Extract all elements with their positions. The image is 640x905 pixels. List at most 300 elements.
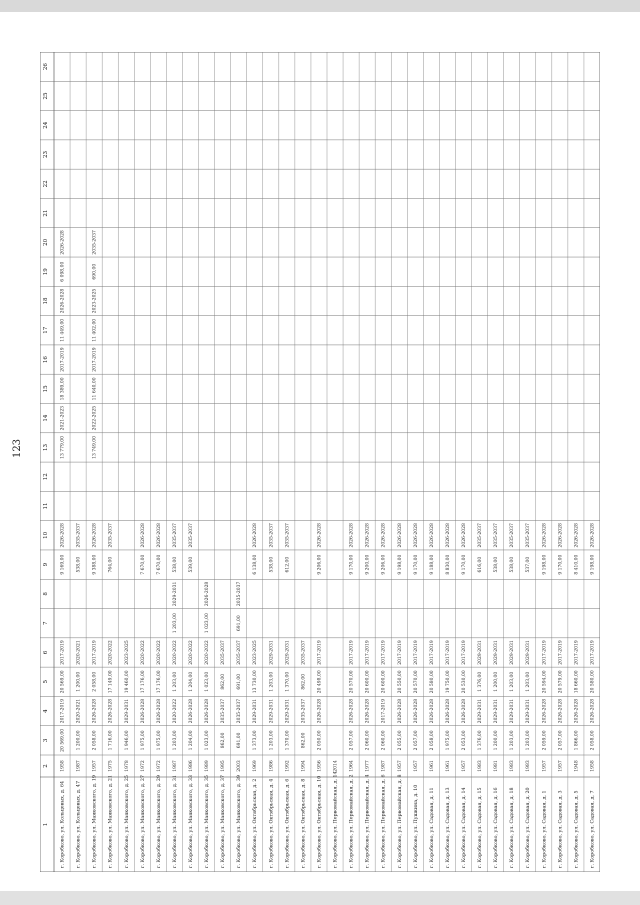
cell-value: 2026-2028 — [205, 698, 211, 724]
column-number: 10 — [43, 531, 49, 539]
cell-address: г. Коробково, ул. Маяковского, д. 25 — [124, 775, 130, 868]
table-svg — [40, 52, 600, 872]
cell-value: 2035-2037 — [172, 523, 178, 548]
cell-value: 2020-2022 — [205, 640, 211, 665]
cell-value: 2017-2019 — [574, 640, 580, 665]
cell-value: 2017-2019 — [590, 640, 596, 665]
cell-address: г. Коробково, ул. Садовая, д. 5 — [574, 790, 580, 868]
cell-value: 2035-2037 — [478, 523, 484, 548]
cell-value: 2017-2019 — [60, 640, 66, 665]
cell-value: 2026-2028 — [397, 523, 403, 548]
cell-value: 20 550,00 — [397, 670, 403, 694]
cell-value: 2017-2019 — [381, 640, 387, 665]
cell-address: г. Коробково, ул. Маяковского, д. 21 — [108, 775, 114, 868]
cell-value: 2026-2028 — [574, 698, 580, 724]
cell-value: 13 749,00 — [92, 435, 98, 459]
cell-value: 2017-2019 — [558, 640, 564, 665]
cell-value: 17 176,00 — [156, 670, 162, 694]
column-number: 5 — [43, 680, 49, 684]
cell-value: 2026-2028 — [92, 698, 98, 724]
cell-value: 1 975,00 — [140, 730, 146, 751]
cell-value: 2026-2028 — [317, 698, 323, 724]
cell-address: г. Коробково, ул. Садовая, д. 1 — [542, 790, 548, 868]
cell-value: 2029-2031 — [510, 640, 516, 665]
cell-value: 2029-2031 — [124, 698, 130, 724]
cell-value: 2029-2031 — [478, 698, 484, 724]
cell-value: 1 200,00 — [76, 730, 82, 751]
cell-address: г. Коробково, ул. Садовая, д. 11 — [429, 787, 435, 868]
cell-value: 2017-2019 — [413, 640, 419, 665]
cell-value: 1 203,00 — [269, 671, 275, 692]
cell-value: 2035-2037 — [526, 523, 532, 548]
cell-value: 13 779,00 — [60, 435, 66, 459]
cell-value: 2 057,00 — [558, 730, 564, 751]
column-number: 3 — [43, 738, 49, 743]
cell-value: 2026-2028 — [365, 523, 371, 548]
cell-value: 20 580,00 — [590, 670, 596, 694]
cell-address: г. Коробково, ул. Садовая, д. 20 — [526, 787, 532, 868]
cell-value: 9 170,00 — [413, 554, 419, 575]
cell-address: г. Коробково, ул. Кольцевых, д. 64 — [60, 780, 66, 868]
cell-year: 1964 — [349, 760, 355, 772]
cell-year: 1972 — [140, 760, 146, 772]
cell-value: 2029-2031 — [269, 640, 275, 665]
cell-value: 2 059,00 — [542, 730, 548, 751]
cell-value: 2 058,00 — [429, 730, 435, 751]
cell-value: 2035-2037 — [76, 523, 82, 548]
cell-value: 1 023,00 — [205, 613, 211, 634]
column-number: 14 — [43, 414, 49, 422]
cell-value: 2026-2028 — [205, 581, 211, 607]
column-number: 7 — [43, 621, 49, 625]
cell-address: г. Коробково, ул. Маяковского, д. 39 — [237, 775, 243, 868]
cell-value: 2029-2031 — [510, 698, 516, 724]
cell-year: 1983 — [478, 760, 484, 772]
cell-value: 2026-2028 — [574, 523, 580, 548]
cell-year: 1992 — [285, 760, 291, 772]
cell-address: г. Коробково, ул. Октябрьская, д. 6 — [285, 778, 291, 868]
cell-value: 2029-2031 — [526, 640, 532, 665]
cell-value: 7 670,00 — [156, 554, 162, 575]
cell-address: г. Коробково, ул. Маяковского, д. 35 — [205, 775, 211, 868]
cell-value: 2029-2031 — [285, 640, 291, 665]
cell-value: 2026-2028 — [189, 698, 194, 724]
cell-value: 2026-2028 — [253, 523, 259, 548]
cell-value: 2026-2028 — [558, 523, 564, 548]
cell-value: 2017-2019 — [349, 640, 355, 665]
cell-value: 2026-2028 — [462, 698, 467, 724]
cell-value: 2 057,00 — [349, 730, 355, 751]
cell-value: 691,00 — [237, 615, 243, 632]
cell-value: 20 569,00 — [60, 670, 66, 694]
cell-year: 1986 — [189, 760, 194, 772]
cell-year: 1957 — [413, 760, 419, 772]
cell-year: 1983 — [526, 760, 532, 772]
cell-value: 2 053,00 — [462, 730, 467, 751]
cell-address: г. Коробково, ул. Маяковского, д. 27 — [140, 775, 146, 868]
cell-value: 2035-2037 — [108, 523, 114, 548]
cell-value: 1 203,00 — [172, 613, 178, 634]
cell-value: 1 203,00 — [510, 671, 516, 692]
cell-value: 2026-2028 — [349, 698, 355, 724]
cell-address: г. Коробково, ул. Кольцевых, д. 47 — [76, 780, 82, 868]
cell-value: 2023-2025 — [92, 288, 98, 314]
cell-value: 2035-2037 — [301, 640, 307, 665]
cell-value: 9 206,00 — [381, 554, 387, 575]
cell-value: 691,00 — [237, 732, 243, 749]
cell-value: 1 200,00 — [76, 671, 82, 692]
cell-value: 20 579,00 — [558, 670, 564, 694]
cell-value: 9 198,00 — [542, 554, 548, 575]
cell-value: 19 750,00 — [445, 670, 451, 694]
cell-year: 1958 — [590, 760, 596, 772]
cell-value: 1 203,00 — [269, 730, 275, 751]
cell-value: 18 660,00 — [574, 670, 580, 694]
cell-value: 862,00 — [301, 732, 307, 749]
cell-value: 1 204,00 — [189, 730, 194, 751]
cell-year: 1986 — [269, 760, 275, 772]
cell-value: 2 058,00 — [590, 730, 596, 751]
cell-value: 2 050,00 — [317, 730, 323, 751]
cell-value: 17 149,00 — [108, 670, 114, 694]
cell-year: 1956 — [317, 760, 323, 772]
cell-value: 9 198,00 — [397, 554, 403, 575]
cell-address: г. Коробково, ул. Первомайская, д. 8 — [397, 774, 403, 868]
column-number: 18 — [43, 297, 49, 305]
cell-value: 20 594,00 — [542, 670, 548, 694]
cell-value: 2020-2021 — [76, 640, 82, 665]
cell-value: 20 570,00 — [349, 670, 355, 694]
cell-value: 2029-2031 — [494, 640, 500, 665]
column-number: 1 — [43, 822, 49, 827]
cell-value: 1 373,00 — [253, 730, 259, 751]
cell-value: 2026-2028 — [542, 698, 548, 724]
cell-value: 2026-2028 — [156, 523, 162, 548]
cell-year: 1957 — [92, 760, 98, 772]
cell-value: 2026-2028 — [542, 523, 548, 548]
cell-value: 1 370,00 — [285, 730, 291, 751]
cell-value: 1 975,00 — [445, 730, 451, 751]
cell-year: 1987 — [76, 760, 82, 772]
cell-year: 1983 — [510, 760, 516, 772]
cell-value: 6 138,00 — [253, 554, 259, 575]
cell-value: 2017-2019 — [542, 640, 548, 665]
cell-value: 2020-2022 — [172, 640, 178, 665]
cell-value: 2020-2021 — [76, 698, 82, 724]
cell-address: г. Коробково, ул. Садовая, д. 18 — [510, 787, 516, 868]
cell-value: 11 402,00 — [92, 318, 98, 342]
cell-value: 2 058,00 — [92, 671, 98, 692]
cell-value: 9 169,00 — [60, 554, 66, 575]
cell-value: 6 098,00 — [60, 261, 66, 282]
cell-value: 2 058,00 — [92, 730, 98, 751]
cell-value: 2026-2028 — [156, 698, 162, 724]
cell-address: г. Коробково, ул. Маяковского, д. 19 — [92, 775, 98, 868]
cell-value: 2026-2028 — [92, 523, 98, 548]
cell-value: 539,00 — [189, 556, 194, 573]
cell-value: 2026-2028 — [317, 523, 323, 548]
cell-value: 2029-2031 — [269, 698, 275, 724]
column-number: 25 — [43, 92, 49, 100]
cell-year: 2003 — [237, 760, 243, 772]
cell-value: 1 200,00 — [494, 730, 500, 751]
column-number: 4 — [43, 709, 49, 713]
cell-value: 2017-2019 — [92, 640, 98, 665]
cell-value: 1 203,00 — [510, 730, 516, 751]
rotated-table — [40, 52, 600, 872]
cell-value: 1 204,00 — [189, 671, 194, 692]
cell-year: 1977 — [365, 760, 371, 772]
cell-value: 2020-2022 — [172, 698, 178, 724]
cell-value: 2020-2022 — [156, 640, 162, 665]
cell-value: 20 600,00 — [381, 670, 387, 694]
column-number: 2 — [43, 764, 49, 768]
cell-year: 1957 — [462, 760, 467, 772]
cell-value: 2029-2031 — [494, 698, 500, 724]
cell-value: 1 203,00 — [172, 671, 178, 692]
cell-value: 7 670,00 — [140, 554, 146, 575]
cell-year: 1958 — [60, 760, 66, 772]
cell-value: 2017-2019 — [92, 347, 98, 372]
cell-value: 2021-2023 — [60, 405, 66, 431]
cell-value: 2020-2022 — [140, 640, 146, 665]
column-number: 24 — [43, 121, 49, 129]
cell-value: 2035-2037 — [237, 581, 243, 607]
cell-value: 1 376,00 — [478, 730, 484, 751]
cell-value: 1 376,00 — [478, 671, 484, 692]
cell-value: 8 410,00 — [574, 554, 580, 575]
cell-value: 1 203,00 — [526, 730, 532, 751]
cell-year: 1957 — [397, 760, 403, 772]
cell-year: 1969 — [253, 760, 259, 772]
cell-value: 2020-2022 — [108, 640, 114, 665]
cell-address: г. Коробково, ул. Первомайская, д. 14 — [333, 771, 339, 868]
cell-value: 2026-2028 — [397, 698, 403, 724]
column-number: 9 — [43, 562, 49, 567]
cell-value: 2026-2028 — [349, 523, 355, 548]
cell-address: г. Коробково, ул. Октябрьская, д. 4 — [269, 778, 275, 868]
cell-value: 9 188,00 — [429, 554, 435, 575]
column-number: 16 — [43, 356, 49, 364]
cell-value: 2017-2019 — [60, 347, 66, 372]
cell-year: 1995 — [221, 760, 227, 772]
cell-value: 2035-2037 — [237, 640, 243, 665]
cell-value: 764,00 — [108, 556, 114, 573]
cell-year: 1994 — [301, 760, 307, 772]
column-number: 19 — [43, 268, 49, 276]
cell-address: г. Коробково, ул. Маяковского, д. 37 — [221, 775, 227, 868]
cell-value: 2026-2028 — [60, 523, 66, 548]
column-number: 17 — [43, 326, 49, 334]
cell-value: 2020-2022 — [189, 640, 194, 665]
column-number: 8 — [43, 592, 49, 596]
cell-value: 2029-2031 — [172, 581, 178, 607]
page-number: 123 — [12, 438, 24, 459]
cell-value: 2017-2019 — [317, 640, 323, 665]
column-number: 15 — [43, 385, 49, 393]
cell-value: 2035-2037 — [189, 523, 194, 548]
cell-address: г. Коробково, ул. Первомайская, д. 4 — [365, 774, 371, 868]
cell-value: 2022-2025 — [92, 405, 98, 431]
cell-value: 2026-2028 — [429, 523, 435, 548]
cell-value: 2026-2028 — [60, 288, 66, 314]
cell-value: 1 946,00 — [124, 730, 130, 751]
cell-year: 1972 — [156, 760, 162, 772]
cell-value: 2017-2019 — [365, 640, 371, 665]
cell-value: 9 170,00 — [558, 554, 564, 575]
cell-value: 20 600,00 — [365, 670, 371, 694]
cell-year: 1989 — [205, 760, 211, 772]
cell-value: 538,00 — [494, 556, 500, 573]
cell-address: г. Коробково, ул. Садовая, д. 16 — [494, 787, 500, 868]
cell-value: 19 460,00 — [124, 670, 130, 694]
cell-address: г. Коробково, ул. Садовая, д. 13 — [445, 787, 451, 868]
cell-value: 11 640,00 — [92, 377, 98, 401]
cell-value: 2026-2028 — [365, 698, 371, 724]
cell-value: 2035-2037 — [92, 230, 98, 255]
cell-value: 20 570,00 — [413, 670, 419, 694]
cell-value: 20 569,00 — [60, 728, 66, 752]
cell-value: 2035-2037 — [221, 640, 227, 665]
cell-value: 2026-2028 — [558, 698, 564, 724]
cell-value: 538,00 — [172, 556, 178, 573]
cell-value: 616,00 — [478, 556, 484, 573]
cell-value: 20 498,00 — [317, 670, 323, 694]
cell-address: г. Коробково, ул. Маяковского, д. 33 — [189, 775, 194, 868]
column-number: 6 — [43, 650, 49, 655]
cell-value: 18 389,00 — [60, 377, 66, 401]
cell-value: 2023-2025 — [253, 640, 259, 665]
cell-value: 2035-2037 — [237, 698, 243, 724]
cell-address: г. Коробково, ул. Октябрьская, д. 2 — [253, 778, 259, 868]
cell-year: 2014 — [333, 760, 339, 772]
cell-value: 690,00 — [92, 263, 98, 280]
column-number: 22 — [43, 180, 49, 188]
cell-value: 1 203,00 — [526, 671, 532, 692]
column-number: 12 — [43, 473, 49, 481]
cell-value: 2035-2037 — [510, 523, 516, 548]
cell-year: 1975 — [108, 760, 114, 772]
cell-year: 1957 — [558, 760, 564, 772]
cell-value: 1 023,00 — [205, 671, 211, 692]
cell-value: 9 170,00 — [349, 554, 355, 575]
scan-edge-top — [0, 0, 640, 12]
cell-value: 2026-2028 — [429, 698, 435, 724]
cell-value: 2017-2019 — [445, 640, 451, 665]
cell-value: 9 198,00 — [590, 554, 596, 575]
cell-year: 1957 — [542, 760, 548, 772]
cell-value: 9 206,00 — [317, 554, 323, 575]
cell-value: 2035-2037 — [269, 523, 275, 548]
scan-edge-bottom — [0, 891, 640, 905]
cell-value: 538,00 — [76, 556, 82, 573]
cell-value: 537,00 — [526, 556, 532, 573]
cell-value: 862,00 — [301, 673, 307, 690]
cell-year: 1981 — [494, 760, 500, 772]
cell-address: г. Коробково, ул. Садовая, д. 3 — [558, 790, 564, 868]
cell-value: 862,00 — [221, 673, 227, 690]
cell-value: 2035-2037 — [221, 698, 227, 724]
cell-year: 1961 — [445, 760, 451, 772]
column-number: 20 — [43, 238, 49, 246]
cell-value: 2026-2028 — [140, 523, 146, 548]
cell-value: 2017-2019 — [397, 640, 403, 665]
cell-value: 2026-2028 — [590, 698, 596, 724]
cell-address: г. Коробково, ул. Садовая, д. 7 — [590, 790, 596, 868]
cell-value: 9 388,00 — [92, 554, 98, 575]
cell-value: 2 057,00 — [413, 730, 419, 751]
column-number: 23 — [43, 151, 49, 159]
cell-value: 1 975,00 — [156, 730, 162, 751]
cell-address: г. Коробково, ул. Первомайская, д. 6 — [381, 774, 387, 868]
cell-value: 2026-2028 — [413, 523, 419, 548]
cell-value: 2 060,00 — [381, 730, 387, 751]
cell-address: г. Коробково, ул. Маяковского, д. 31 — [172, 775, 178, 868]
cell-year: 1987 — [172, 760, 178, 772]
cell-value: 13 730,00 — [253, 670, 259, 694]
cell-value: 2029-2031 — [285, 698, 291, 724]
column-number: 11 — [43, 502, 49, 510]
cell-value: 2026-2028 — [413, 698, 419, 724]
column-number: 21 — [43, 209, 49, 217]
cell-value: 2026-2028 — [108, 698, 114, 724]
cell-value: 2029-2031 — [478, 640, 484, 665]
cell-value: 1 200,00 — [494, 671, 500, 692]
cell-value: 1 716,00 — [108, 730, 114, 751]
cell-year: 1978 — [124, 760, 130, 772]
cell-value: 9 170,00 — [462, 554, 467, 575]
cell-value: 11 449,00 — [60, 318, 66, 342]
cell-value: 2 055,00 — [397, 730, 403, 751]
cell-value: 2017-2019 — [381, 698, 387, 724]
cell-value: 1 203,00 — [172, 730, 178, 751]
cell-value: 2026-2028 — [140, 698, 146, 724]
cell-value: 612,00 — [285, 556, 291, 573]
cell-value: 2026-2028 — [462, 523, 467, 548]
cell-value: 2026-2028 — [445, 523, 451, 548]
cell-value: 2035-2037 — [494, 523, 500, 548]
cell-value: 2026-2028 — [445, 698, 451, 724]
column-number: 13 — [43, 443, 49, 451]
cell-year: 1987 — [381, 760, 387, 772]
cell-value: 2 060,00 — [365, 730, 371, 751]
cell-value: 2029-2031 — [253, 698, 259, 724]
cell-address: г. Коробково, ул. Пушкина, д. 10 — [413, 784, 419, 868]
column-number: 26 — [43, 63, 49, 71]
cell-address: г. Коробково, ул. Маяковского, д. 29 — [156, 775, 162, 868]
cell-value: 1 023,00 — [205, 730, 211, 751]
cell-value: 20 580,00 — [429, 670, 435, 694]
cell-value: 9 200,00 — [365, 554, 371, 575]
cell-year: 1961 — [429, 760, 435, 772]
cell-value: 1 866,00 — [574, 730, 580, 751]
cell-value: 17 176,00 — [140, 670, 146, 694]
cell-value: 8 830,00 — [445, 554, 451, 575]
cell-value: 2029-2031 — [526, 698, 532, 724]
cell-value: 862,00 — [221, 732, 227, 749]
cell-address: г. Коробково, ул. Октябрьская, д. 8 — [301, 778, 307, 868]
cell-value: 2017-2019 — [462, 640, 467, 665]
cell-value: 2035-2037 — [301, 698, 307, 724]
cell-value: 2035-2037 — [285, 523, 291, 548]
cell-value: 691,00 — [237, 673, 243, 690]
cell-value: 2017-2019 — [429, 640, 435, 665]
cell-address: г. Коробково, ул. Садовая, д. 15 — [478, 787, 484, 868]
cell-value: 538,00 — [269, 556, 275, 573]
cell-value: 2026-2028 — [590, 523, 596, 548]
cell-value: 20 530,00 — [462, 670, 467, 694]
cell-address: г. Коробково, ул. Садовая, д. 14 — [462, 787, 467, 868]
